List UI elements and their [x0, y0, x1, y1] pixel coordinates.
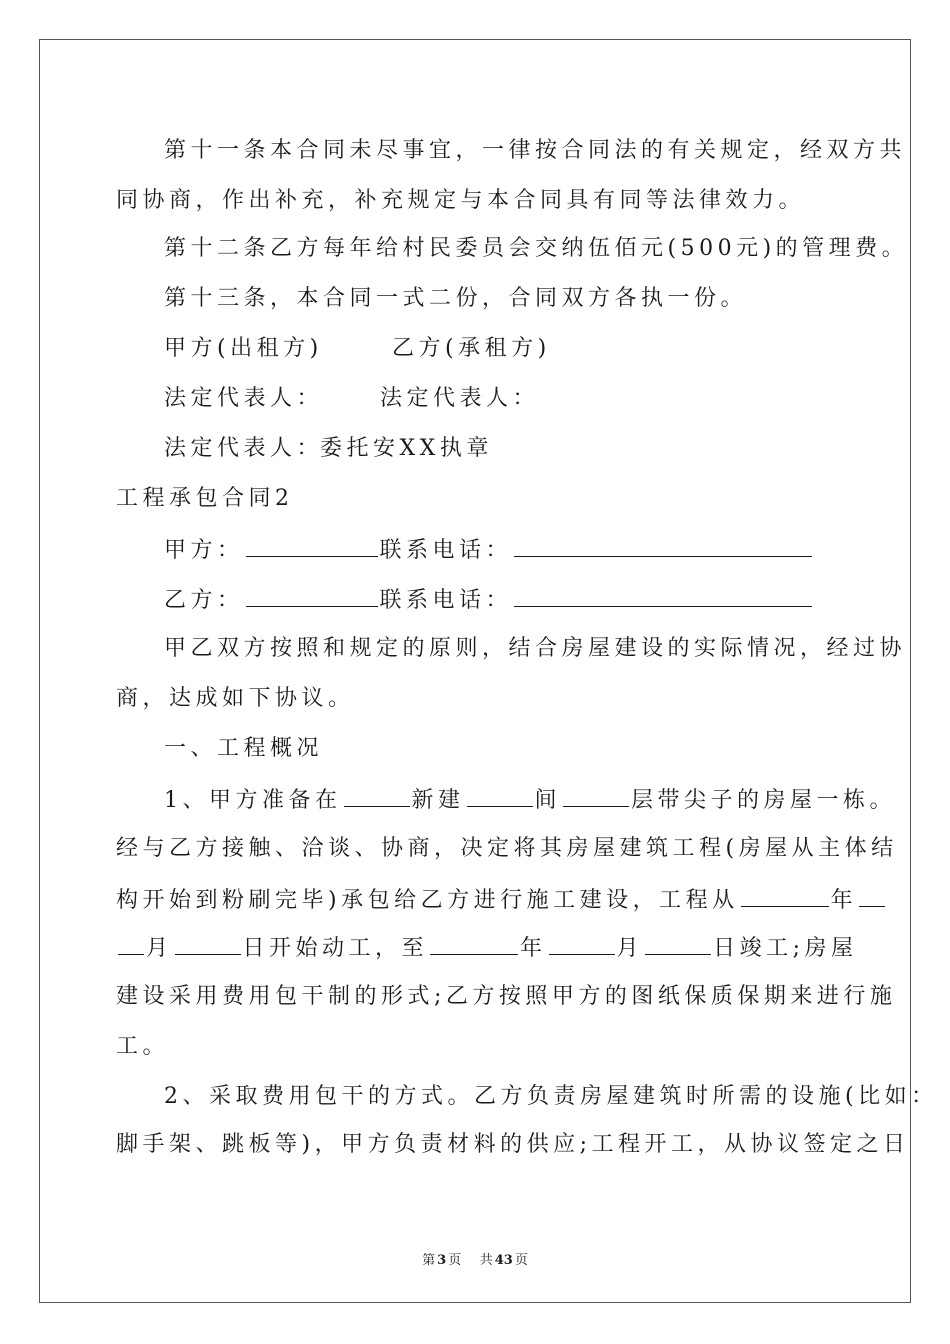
paragraph-line: 月 日开始动工，至 年 月 日竣工;房屋: [116, 932, 857, 964]
paragraph-line: 工。: [116, 1034, 170, 1059]
paragraph-line: 经与乙方接触、洽谈、协商，决定将其房屋建筑工程(房屋从主体结: [116, 836, 898, 861]
fill-blank: [741, 884, 829, 907]
fill-blank: [344, 784, 410, 807]
total-pages: 43: [494, 1253, 513, 1268]
paragraph-line: 第十二条乙方每年给村民委员会交纳伍佰元(500元)的管理费。: [164, 236, 909, 261]
section-title: 工程承包合同2: [116, 486, 294, 511]
phone-blank: [514, 534, 812, 557]
party-a-line: [164, 534, 814, 566]
paragraph-line: 第十三条，本合同一式二份，合同双方各执一份。: [164, 286, 748, 311]
party-a-lessor: 甲方(出租方): [164, 336, 323, 361]
fill-blank: [645, 932, 711, 955]
party-b-lessee: 乙方(承租方): [392, 336, 551, 361]
subsection-title: 一、工程概况: [164, 736, 324, 761]
fill-blank: [549, 932, 615, 955]
party-b-label: 乙方：: [164, 588, 244, 613]
fill-blank: [563, 784, 629, 807]
fill-blank: [118, 932, 144, 955]
paragraph-line: 2、采取费用包干的方式。乙方负责房屋建筑时所需的设施(比如：: [164, 1084, 938, 1109]
fill-blank: [175, 932, 241, 955]
legal-rep-b: 法定代表人：: [380, 386, 540, 411]
seal-text: 委托安XX执章: [320, 436, 493, 461]
page-border: [39, 39, 911, 1303]
party-b-blank: [246, 584, 378, 607]
paragraph-line: 同协商，作出补充，补充规定与本合同具有同等法律效力。: [116, 188, 806, 213]
paragraph-line: 脚手架、跳板等)，甲方负责材料的供应;工程开工，从协议签定之日: [116, 1132, 910, 1157]
page-footer: 第 3 页 共 43 页: [422, 1253, 528, 1268]
paragraph-line: 第十一条本合同未尽事宜，一律按合同法的有关规定，经双方共: [164, 138, 907, 163]
paragraph-line: 甲乙双方按照和规定的原则，结合房屋建设的实际情况，经过协: [164, 636, 907, 661]
legal-rep-label: 法定代表人：: [164, 436, 324, 461]
paragraph-line: 构开始到粉刷完毕)承包给乙方进行施工建设，工程从 年: [116, 884, 887, 916]
paragraph-line: 1、甲方准备在 新建 间 层带尖子的房屋一栋。: [164, 784, 896, 816]
page-number: 3: [437, 1253, 447, 1268]
fill-blank: [467, 784, 533, 807]
phone-blank: [514, 584, 812, 607]
fill-blank: [859, 884, 885, 907]
fill-blank: [430, 932, 518, 955]
paragraph-line: 商，达成如下协议。: [116, 686, 355, 711]
paragraph-line: 建设采用费用包干制的形式;乙方按照甲方的图纸保质保期来进行施: [116, 984, 897, 1009]
party-a-blank: [246, 534, 378, 557]
phone-label: 联系电话：: [379, 588, 513, 613]
phone-label: 联系电话：: [379, 538, 513, 563]
party-a-label: 甲方：: [164, 538, 244, 563]
party-b-line: [164, 584, 814, 616]
legal-rep-a: 法定代表人：: [164, 386, 324, 411]
